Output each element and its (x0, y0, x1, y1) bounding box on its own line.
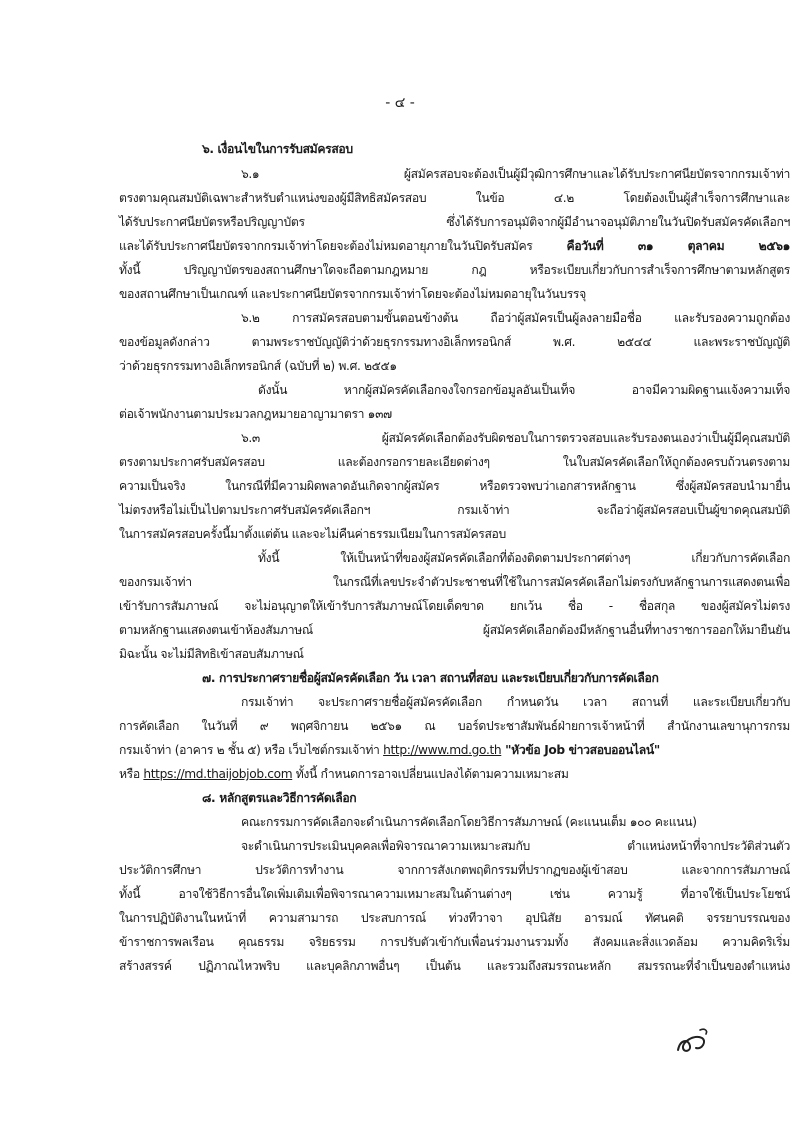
section-8-line: จะดำเนินการประเมินบุคคลเพื่อพิจารณาความเหมาะสมกับ ตำแหน่งหน้าที่จากประวัติส่วนตัว (241, 839, 790, 853)
para-6-3-line: ทั้งนี้ ให้เป็นหน้าที่ของผู้สมัครคัดเลือกที่ต้องติดตามประกาศต่างๆ เกี่ยวกับการคัดเลือก (258, 551, 790, 565)
page-number: - ๔ - (385, 95, 415, 111)
para-6-1-line (119, 238, 790, 254)
para-6-1-text: และได้รับประกาศนียบัตรจากกรมเจ้าท่าโดยจะต้องไม่หมดอายุภายในวันปิดรับสมัคร (119, 239, 567, 253)
section-7-text: หรือ (119, 767, 144, 781)
para-6-3-line: ตรงตามประกาศรับสมัครสอบ และต้องกรอกรายละเอียดต่างๆ ในใบสมัครคัดเลือกให้ถูกต้องครบถ้วนตรงตาม (119, 455, 790, 469)
section-8-line: ประวัติการศึกษา ประวัติการทำงาน จากการสังเกตพฤติกรรมที่ปรากฏของผู้เข้าสอบ และจากการสัมภาษณ์ (119, 863, 790, 877)
para-6-1-line: ทั้งนี้ ปริญญาบัตรของสถานศึกษาใดจะถือตามกฎหมาย กฎ หรือระเบียบเกี่ยวกับการสำเร็จการศึกษาตามหลักสูตร (119, 263, 790, 277)
para-6-2-line: ต่อเจ้าพนักงานตามประมวลกฎหมายอาญามาตรา ๑๓๗ (119, 407, 392, 421)
para-6-1-line: ของสถานศึกษาเป็นเกณฑ์ และประกาศนียบัตรจากกรมเจ้าท่าโดยจะต้องไม่หมดอายุในวันบรรจุ (119, 287, 586, 301)
para-6-3-line: ของกรมเจ้าท่า ในกรณีที่เลขประจำตัวประชาชนที่ใช้ในการสมัครคัดเลือกไม่ตรงกับหลักฐานการแสดงตนเพื่อ (119, 575, 790, 589)
section-7-text: "หัวข้อ Job ข่าวสอบออนไลน์" (501, 743, 660, 757)
section-7-line: การคัดเลือก ในวันที่ ๙ พฤศจิกายน ๒๕๖๑ ณ บอร์ดประชาสัมพันธ์ฝ่ายการเจ้าหน้าที่ สำนักงานเลขานุการกรม (119, 719, 790, 733)
para-6-3-line: ความเป็นจริง ในกรณีที่มีความผิดพลาดอันเกิดจากผู้สมัคร หรือตรวจพบว่าเอกสารหลักฐาน ซึ่งผู้สมัครสอบนำมายื่น (119, 479, 790, 493)
signature-initial (672, 1020, 712, 1060)
section-8-line: ทั้งนี้ อาจใช้วิธีการอื่นใดเพิ่มเติมเพื่อพิจารณาความเหมาะสมในด้านต่างๆ เช่น ความรู้ ที่อาจใช้เป็นประโยชน์ (119, 887, 790, 901)
para-6-2-line: ๖.๒ การสมัครสอบตามขั้นตอนข้างต้น ถือว่าผู้สมัครเป็นผู้ลงลายมือชื่อ และรับรองความถูกต้อง (241, 311, 790, 325)
closing-date-text: คือวันที่ ๓๑ ตุลาคม ๒๕๖๑ (566, 239, 790, 253)
signature-mark-icon (672, 1020, 712, 1060)
para-6-3-line: เข้ารับการสัมภาษณ์ จะไม่อนุญาตให้เข้ารับการสัมภาษณ์โดยเด็ดขาด ยกเว้น ชื่อ - ชื่อสกุล ของผู้สมัครไม่ตรง (119, 599, 790, 613)
para-6-2-line: ของข้อมูลดังกล่าว ตามพระราชบัญญัติว่าด้วยธุรกรรมทางอิเล็กทรอนิกส์ พ.ศ. ๒๕๔๔ และพระราชบัญญัติ (119, 335, 790, 349)
section-8-heading: ๘. หลักสูตรและวิธีการคัดเลือก (202, 791, 357, 805)
para-6-3-line: ไม่ตรงหรือไม่เป็นไปตามประกาศรับสมัครคัดเลือกฯ กรมเจ้าท่า จะถือว่าผู้สมัครสอบเป็นผู้ขาดคุณสมบัติ (119, 503, 790, 517)
section-6-heading: ๖. เงื่อนไขในการรับสมัครสอบ (202, 142, 353, 156)
md-website-link[interactable]: http://www.md.go.th (383, 743, 502, 757)
para-6-1-line: ได้รับประกาศนียบัตรหรือปริญญาบัตร ซึ่งได้รับการอนุมัติจากผู้มีอำนาจอนุมัติภายในวันปิดรับสมัครคัดเลือกฯ (119, 215, 790, 229)
section-7-line: กรมเจ้าท่า จะประกาศรายชื่อผู้สมัครคัดเลือก กำหนดวัน เวลา สถานที่ และระเบียบเกี่ยวกับ (241, 695, 790, 709)
para-6-1-line: ๖.๑ ผู้สมัครสอบจะต้องเป็นผู้มีวุฒิการศึกษาและได้รับประกาศนียบัตรจากกรมเจ้าท่า (241, 167, 790, 181)
para-6-2-line: ดังนั้น หากผู้สมัครคัดเลือกจงใจกรอกข้อมูลอันเป็นเท็จ อาจมีความผิดฐานแจ้งความเท็จ (258, 383, 790, 397)
para-6-3-line: ในการสมัครสอบครั้งนี้มาตั้งแต่ต้น และจะไม่คืนค่าธรรมเนียมในการสมัครสอบ (119, 527, 506, 541)
para-6-3-line: มิฉะนั้น จะไม่มีสิทธิเข้าสอบสัมภาษณ์ (119, 647, 304, 661)
para-6-3-line: ตามหลักฐานแสดงตนเข้าห้องสัมภาษณ์ ผู้สมัครคัดเลือกต้องมีหลักฐานอื่นที่ทางราชการออกให้มายืนยัน (119, 623, 790, 637)
section-7-text: กรมเจ้าท่า (อาคาร ๒ ชั้น ๕) หรือ เว็บไซต์กรมเจ้าท่า (119, 743, 384, 757)
section-8-line: ในการปฏิบัติงานในหน้าที่ ความสามารถ ประสบการณ์ ท่วงทีวาจา อุปนิสัย อารมณ์ ทัศนคติ จรรยาบรรณของ (119, 911, 790, 925)
section-7-line (119, 742, 660, 758)
section-8-line: สร้างสรรค์ ปฏิภาณไหวพริบ และบุคลิกภาพอื่นๆ เป็นต้น และรวมถึงสมรรถนะหลัก สมรรถนะที่จำเป็นของตำแหน่ง (119, 959, 790, 973)
section-8-line: ข้าราชการพลเรือน คุณธรรม จริยธรรม การปรับตัวเข้ากับเพื่อนร่วมงานรวมทั้ง สังคมและสิ่งแวดล้อม ความคิดริเริ่ม (119, 935, 790, 949)
para-6-3-line: ๖.๓ ผู้สมัครคัดเลือกต้องรับผิดชอบในการตรวจสอบและรับรองตนเองว่าเป็นผู้มีคุณสมบัติ (241, 431, 790, 445)
para-6-2-line: ว่าด้วยธุรกรรมทางอิเล็กทรอนิกส์ (ฉบับที่ ๒) พ.ศ. ๒๕๕๑ (119, 359, 397, 373)
section-7-line (119, 766, 569, 782)
section-7-heading: ๗. การประกาศรายชื่อผู้สมัครคัดเลือก วัน เวลา สถานที่สอบ และระเบียบเกี่ยวกับการคัดเลือก (202, 671, 659, 685)
para-6-1-line: ตรงตามคุณสมบัติเฉพาะสำหรับตำแหน่งของผู้มีสิทธิสมัครสอบ ในข้อ ๔.๒ โดยต้องเป็นผู้สำเร็จการศึกษาและ (119, 191, 790, 205)
section-7-text: ทั้งนี้ กำหนดการอาจเปลี่ยนแปลงได้ตามความเหมาะสม (292, 767, 569, 781)
thaijobjob-link[interactable]: https://md.thaijobjob.com (143, 767, 293, 781)
section-8-line: คณะกรรมการคัดเลือกจะดำเนินการคัดเลือกโดยวิธีการสัมภาษณ์ (คะแนนเต็ม ๑๐๐ คะแนน) (241, 815, 697, 829)
